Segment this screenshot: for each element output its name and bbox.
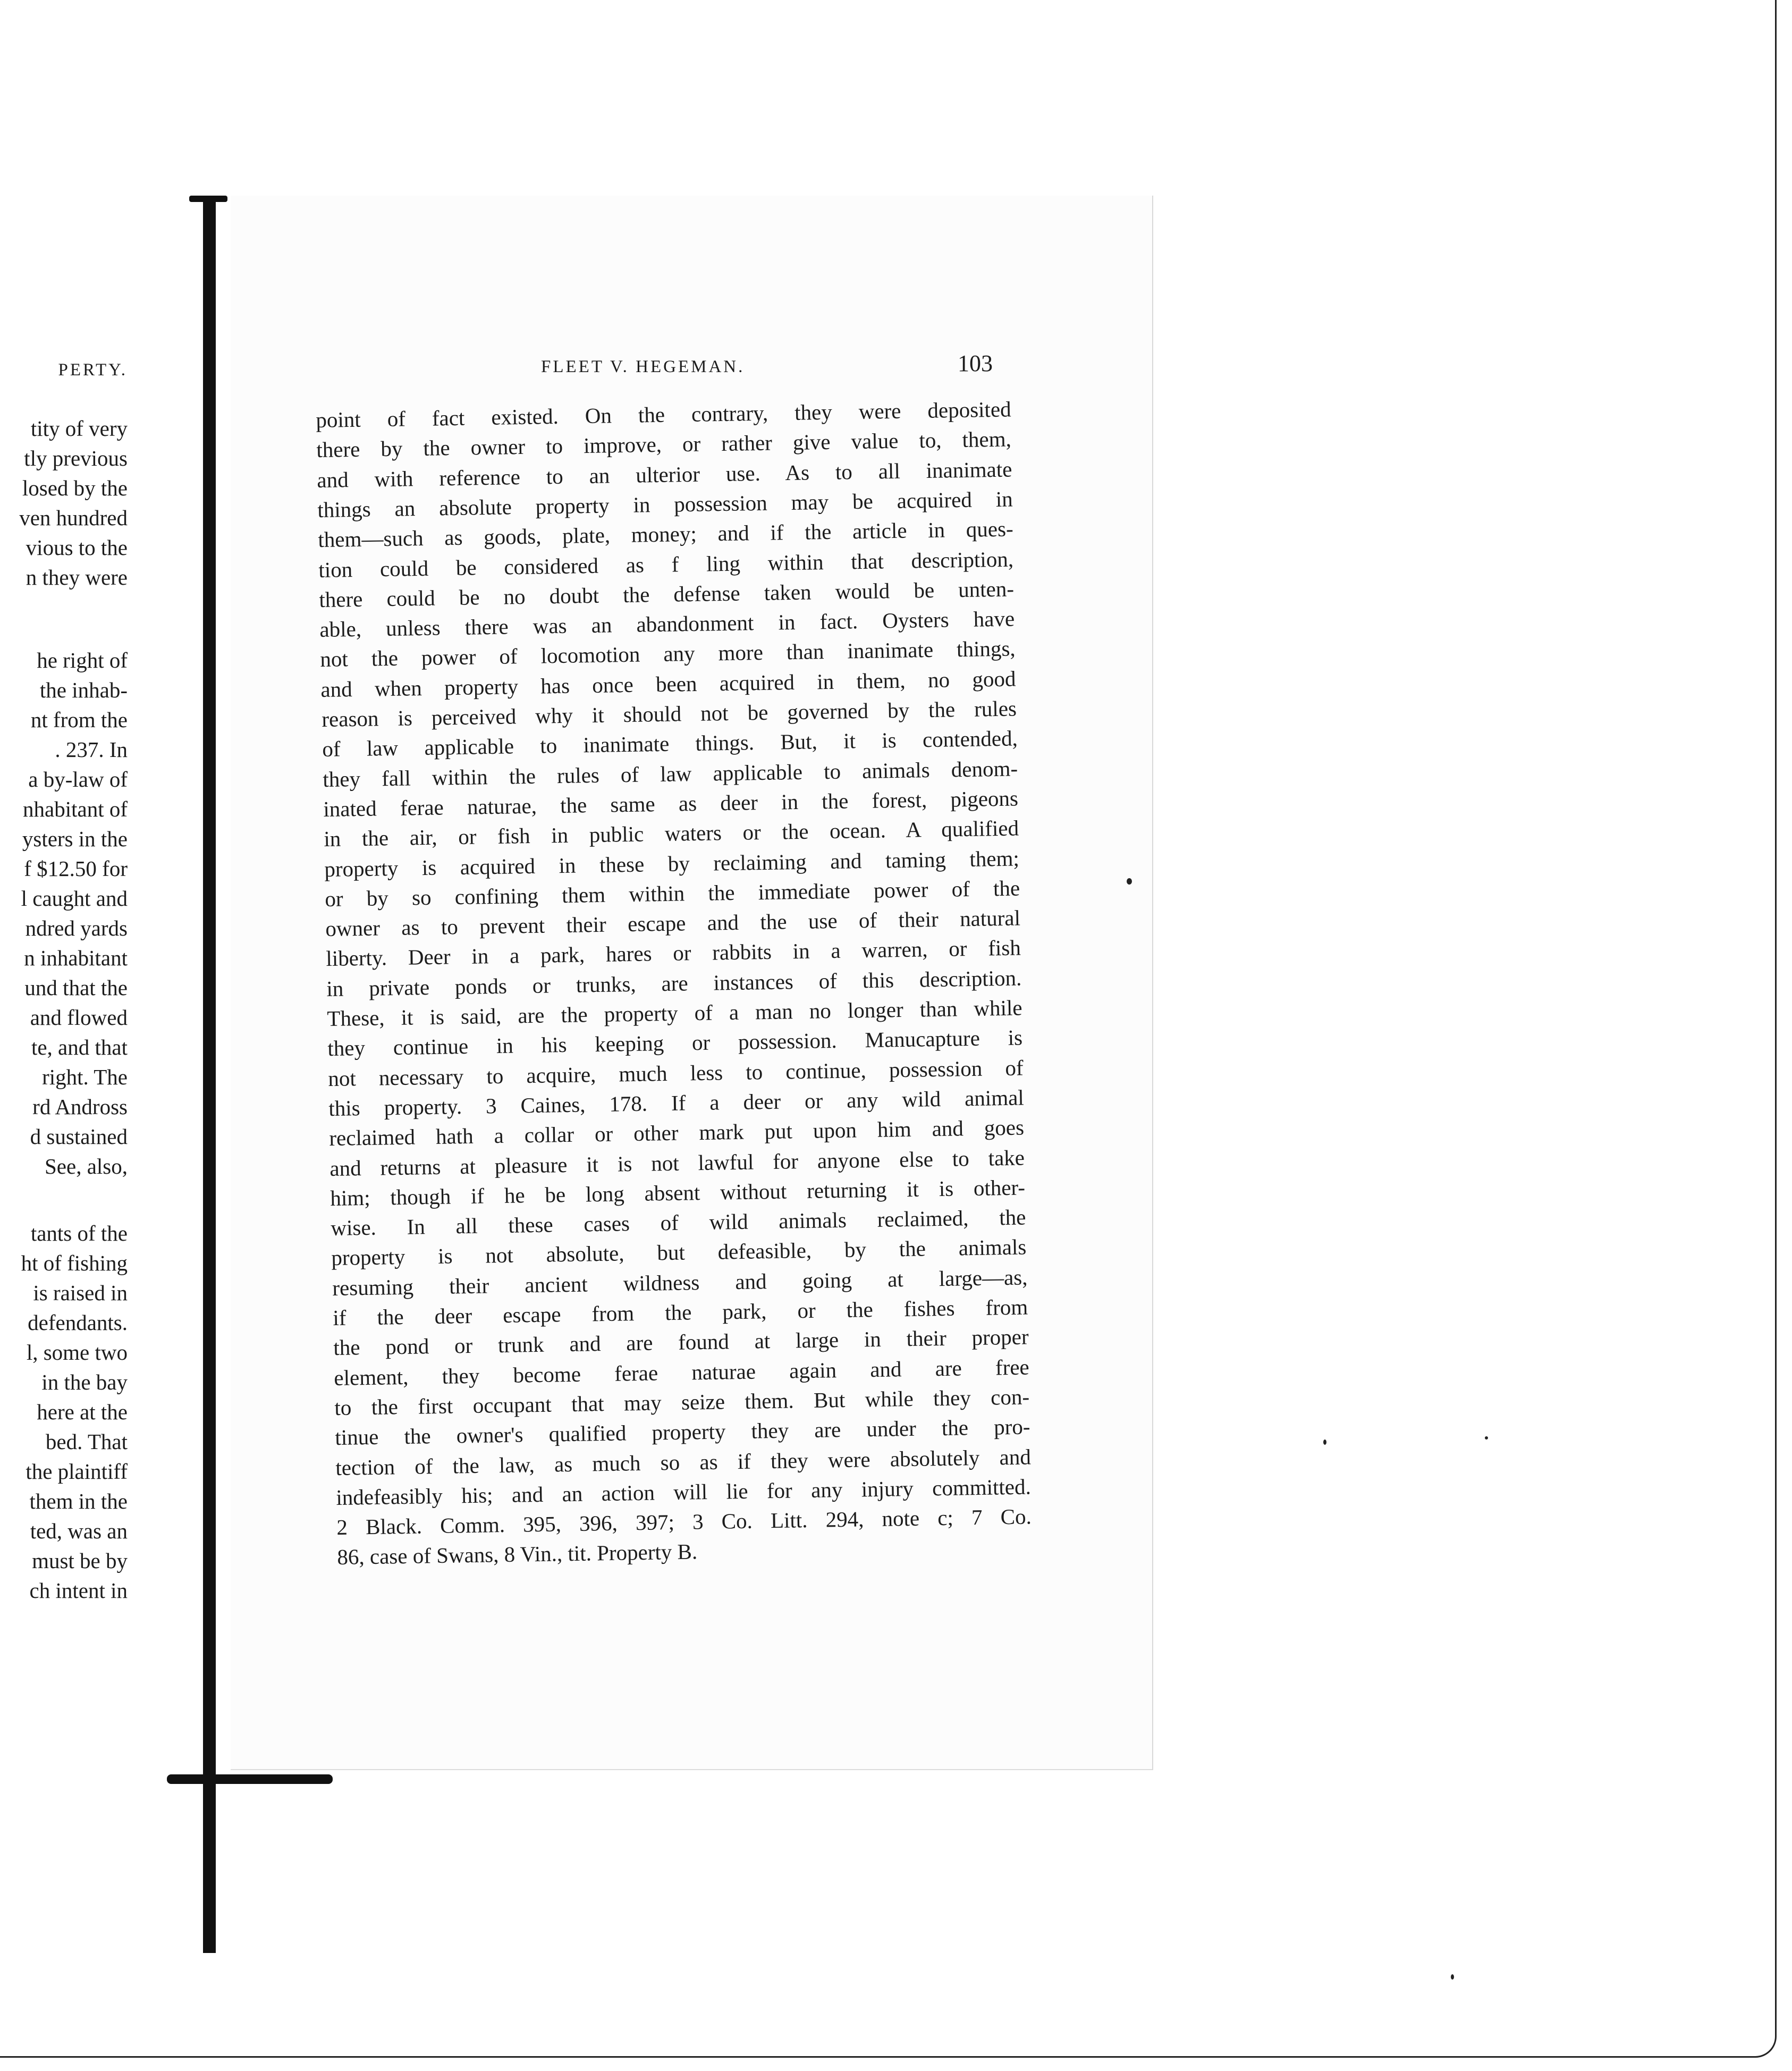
left-text-line: . 237. In bbox=[55, 737, 128, 762]
book-spine-rule bbox=[203, 198, 216, 1953]
body-text-line: they continue in his keeping or possession. Manucapture is bbox=[327, 1025, 1023, 1061]
body-text-line: them—such as goods, plate, money; and if the article in ques- bbox=[318, 516, 1014, 552]
body-text-line: the pond or trunk and are found at large in their proper bbox=[333, 1324, 1029, 1360]
left-text-line: them in the bbox=[29, 1489, 128, 1513]
left-text-line: a by-law of bbox=[28, 767, 128, 792]
body-text-line: or by so confining them within the immediate power of the bbox=[324, 875, 1020, 911]
body-text-line: this property. 3 Caines, 178. If a deer or any wild animal bbox=[328, 1085, 1025, 1121]
left-text-line: l, some two bbox=[26, 1340, 128, 1365]
body-text-line: 2 Black. Comm. 395, 396, 397; 3 Co. Litt. 294, note c; 7 Co. bbox=[336, 1504, 1032, 1540]
body-text-line: him; though if he be long absent without returning it is other- bbox=[330, 1175, 1026, 1210]
left-text-line: ch intent in bbox=[29, 1578, 128, 1603]
left-text-line: he right of bbox=[37, 648, 128, 672]
speck bbox=[1485, 1436, 1488, 1439]
left-text-line: vious to the bbox=[26, 535, 128, 560]
body-text-line: to the first occupant that may seize them. But while they con- bbox=[334, 1384, 1030, 1420]
left-text-line: l caught and bbox=[21, 886, 128, 911]
body-text-line: not the power of locomotion any more than inanimate things, bbox=[320, 636, 1016, 672]
body-text-line: These, it is said, are the property of a man no longer than while bbox=[327, 995, 1022, 1031]
left-text-line: tity of very bbox=[30, 416, 128, 441]
body-text-line: and returns at pleasure it is not lawful for anyone else to take bbox=[329, 1144, 1025, 1181]
speck bbox=[1451, 1974, 1454, 1980]
body-text-line: they fall within the rules of law applicable to animals denom- bbox=[322, 756, 1018, 792]
speck bbox=[1127, 878, 1132, 885]
left-text-line: the plaintiff bbox=[26, 1459, 128, 1484]
body-text-line: there could be no doubt the defense taken would be unten- bbox=[319, 576, 1015, 612]
left-text-line: tants of the bbox=[30, 1221, 128, 1245]
body-text-line: point of fact existed. On the contrary, they were deposited bbox=[316, 397, 1011, 432]
left-text-line: See, also, bbox=[45, 1154, 128, 1178]
body-text-line: resuming their ancient wildness and going at large—as, bbox=[332, 1265, 1028, 1300]
body-text-line: and when property has once been acquired in them, no good bbox=[320, 666, 1017, 702]
body-text-line: indefeasibly his; and an action will lie for any injury committed. bbox=[335, 1474, 1032, 1510]
body-text-line: and with reference to an ulterior use. As to all inanimate bbox=[317, 457, 1012, 492]
body-text-line: in private ponds or trunks, are instances of this description. bbox=[326, 965, 1022, 1001]
spine-top-cap bbox=[189, 196, 227, 202]
left-text-line: rd Andross bbox=[32, 1095, 128, 1119]
left-text-line: ted, was an bbox=[30, 1519, 128, 1543]
speck bbox=[1323, 1439, 1326, 1445]
left-text-line: here at the bbox=[37, 1400, 128, 1424]
left-text-line: f $12.50 for bbox=[24, 856, 128, 881]
body-text-line: in the air, or fish in public waters or the ocean. A qualified bbox=[323, 815, 1019, 852]
body-text-line: able, unless there was an abandonment in fact. Oysters have bbox=[319, 606, 1015, 642]
left-text-line: losed by the bbox=[22, 476, 128, 500]
body-text-line: liberty. Deer in a park, hares or rabbits in a warren, or fish bbox=[326, 935, 1021, 971]
left-text-line: in the bay bbox=[41, 1370, 128, 1394]
body-text-line: inated ferae naturae, the same as deer in the forest, pigeons bbox=[323, 786, 1018, 821]
body-text-line: tion could be considered as f ling within that description, bbox=[318, 546, 1014, 582]
left-text-line: te, and that bbox=[31, 1035, 128, 1059]
left-text-line: n inhabitant bbox=[24, 946, 128, 970]
left-text-line: tly previous bbox=[24, 446, 128, 470]
left-text-line: ysters in the bbox=[22, 827, 128, 851]
left-text-line: must be by bbox=[32, 1548, 128, 1573]
body-text-line: of law applicable to inanimate things. But, it is contended, bbox=[322, 726, 1018, 762]
body-text-line: property is acquired in these by reclaiming and taming them; bbox=[324, 845, 1019, 881]
running-header: FLEET V. HEGEMAN. bbox=[541, 357, 745, 376]
body-text-line: wise. In all these cases of wild animals reclaimed, the bbox=[331, 1205, 1027, 1241]
body-text-line: if the deer escape from the park, or the fishes from bbox=[332, 1294, 1028, 1330]
left-text-line: is raised in bbox=[33, 1281, 128, 1305]
body-text-line: 86, case of Swans, 8 Vin., tit. Property B. bbox=[337, 1539, 698, 1570]
body-text-line: not necessary to acquire, much less to continue, possession of bbox=[328, 1055, 1024, 1091]
body-text-line: reason is perceived why it should not be governed by the rules bbox=[321, 696, 1017, 731]
left-text-line: right. The bbox=[42, 1065, 128, 1089]
left-text-line: ven hundred bbox=[19, 506, 128, 530]
left-text-line: bed. That bbox=[45, 1429, 128, 1454]
left-text-line: nt from the bbox=[30, 708, 128, 732]
body-text-line: reclaimed hath a collar or other mark put upon him and goes bbox=[329, 1115, 1025, 1151]
left-text-line: the inhab- bbox=[39, 678, 128, 702]
body-text-line: property is not absolute, but defeasible, by the animals bbox=[331, 1234, 1027, 1270]
body-text-line: tection of the law, as much so as if they were absolutely and bbox=[335, 1444, 1031, 1480]
body-text-line: things an absolute property in possession may be acquired in bbox=[317, 486, 1013, 522]
body-text-line: element, they become ferae naturae again and are free bbox=[333, 1354, 1029, 1390]
left-text-line: nhabitant of bbox=[23, 797, 128, 821]
left-running-header: PERTY. bbox=[58, 360, 128, 380]
spine-bottom-cap bbox=[167, 1774, 333, 1784]
left-text-line: defendants. bbox=[28, 1310, 128, 1335]
left-text-line: und that the bbox=[24, 975, 128, 1000]
left-text-line: n they were bbox=[26, 565, 128, 590]
left-text-line: ndred yards bbox=[25, 916, 128, 940]
body-text-line: owner as to prevent their escape and the use of their natural bbox=[325, 905, 1021, 941]
left-text-line: ht of fishing bbox=[21, 1251, 128, 1275]
page-number: 103 bbox=[958, 350, 993, 376]
left-text-line: d sustained bbox=[30, 1124, 128, 1149]
left-page bbox=[0, 0, 202, 1775]
body-text-line: there by the owner to improve, or rather give value to, them, bbox=[316, 426, 1012, 462]
left-text-line: and flowed bbox=[30, 1005, 128, 1030]
body-text-line: tinue the owner's qualified property they are under the pro- bbox=[334, 1414, 1030, 1450]
